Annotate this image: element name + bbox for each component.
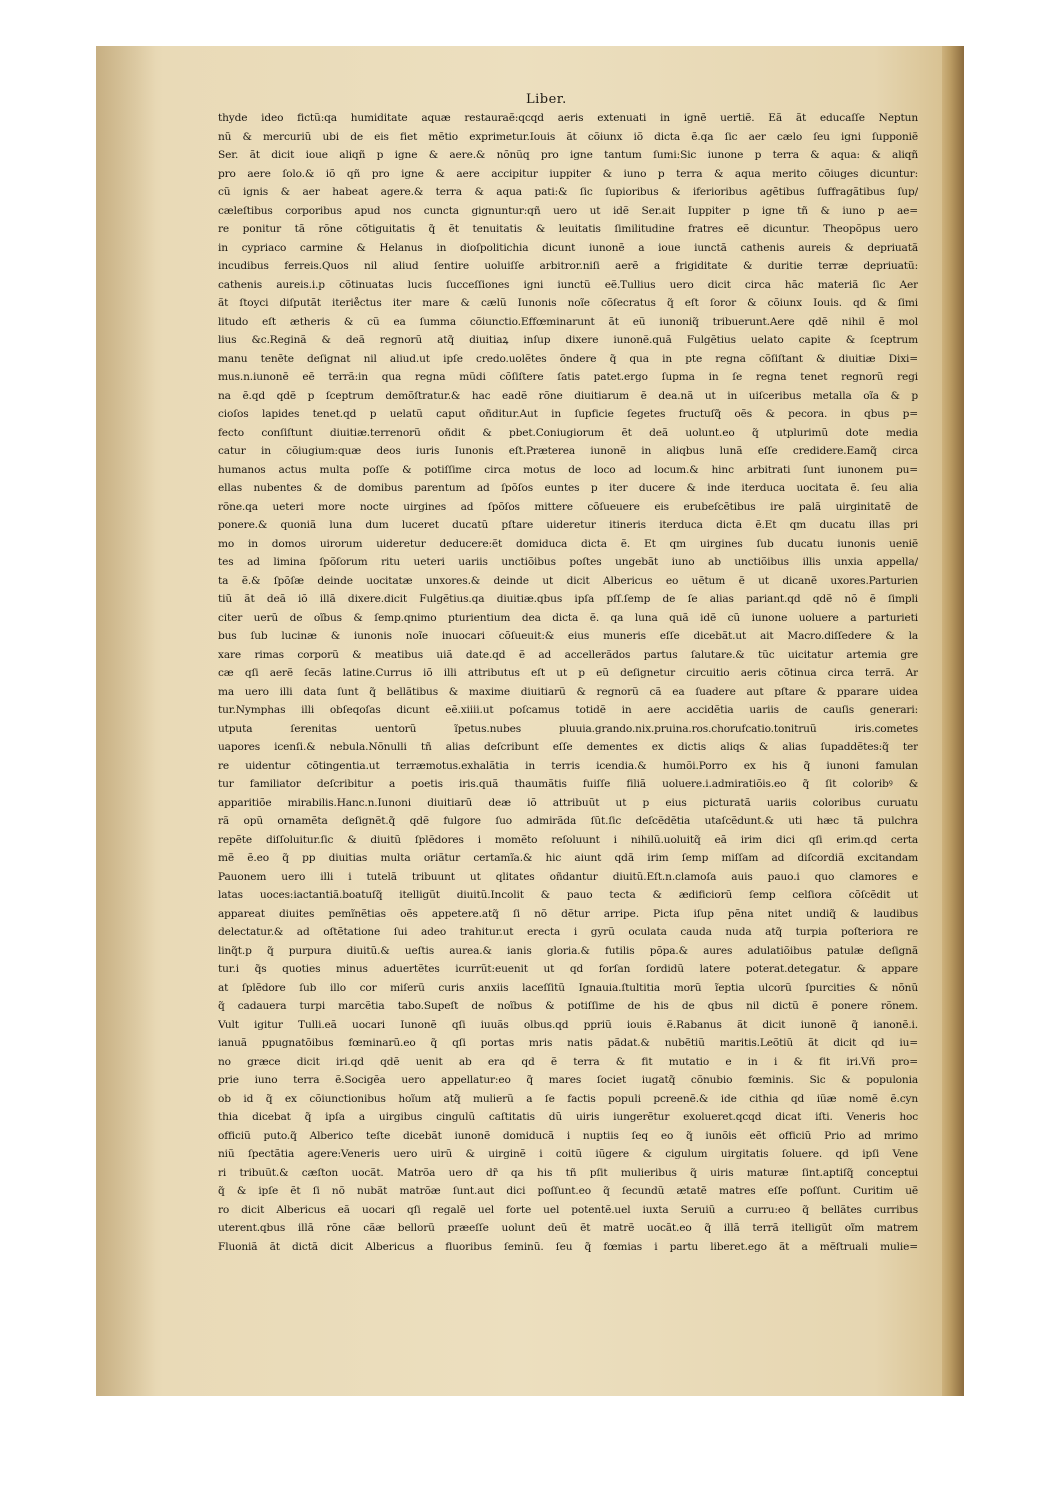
text-line: Pauonem uero illi i tutelã tribuunt ut qlitates oñdantur diuitũ.Eſt.n.clamoſa auis pauo.i quo clamores e xyxy=(218,870,918,883)
text-line: no græce dicit iri.qd qdẽ uenit ab era qd ẽ terra & fit mutatio e in i & fit iri.Vñ pro= xyxy=(218,1055,918,1068)
text-line: fecto conſiſtunt diuitiæ.terrenorũ oñdit & pbet.Coniugiorum ẽt deã uolunt.eo q̃ utplurimũ dote media xyxy=(218,426,918,439)
text-line: thia dicebat q̃ ipſa a uirgibus cingulũ caſtitatis dũ uiris iungerẽtur exolueret.qcqd dicat iſti. Veneris hoc xyxy=(218,1111,918,1123)
text-line: cæ qſi aerẽ ſecãs latine.Currus iõ illi attributus eſt ut p eũ deſignetur circuitio aeris cõtinua circa terrã. Ar xyxy=(218,667,918,679)
text-line: niũ ſpectãtia agere:Veneris uero uirũ & uirginẽ i coitũ iũgere & cigulum uirgitatis ſoluere. qd ipſi Vene xyxy=(218,1148,918,1160)
binding-shadow xyxy=(96,46,156,1396)
text-line: repẽte diſſoluitur.ſic & diuitũ ſplẽdores i momẽto reſoluunt i nihilũ.uoluitq̃ eã irim dici qſi erim.qd certa xyxy=(218,833,918,846)
text-line: q̃ cadauera turpi marcẽtia tabo.Supeſt de noĩbus & potiſſime de his de qbus nil dictũ ẽ ponere rõnem. xyxy=(218,1000,918,1012)
text-line: ãt ſtoyci diſputãt iterie̊ctus iter mare & cælũ Iunonis noĩe cõſecratus q̃ eſt ſoror & cõiunx Iouis. qd & ſimi xyxy=(218,297,918,309)
text-line: tiũ ãt deã iõ illã dixere.dicit Fulgẽtius.qa diuitiæ.qbus ipſa pſſ.ſemp de ſe alias pariant.qd qdẽ nõ ẽ ſimpli xyxy=(218,593,918,605)
text-line: ma uero illi data ſunt q̃ bellãtibus & maxime diuitiarũ & regnorũ cã ea ſuadere aut pſtare & pparare uidea xyxy=(218,685,918,698)
text-line: cũ ignis & aer habeat agere.& terra & aqua pati:& ſic ſupioribus & iferioribus agẽtibus ſuffragãtibus ſup/ xyxy=(218,186,918,198)
text-line: utputa ſerenitas uentorũ ĩpetus.nubes pluuia.grando.nix.pruina.ros.chorufcatio.tonitruũ iris.cometes xyxy=(218,722,918,735)
text-line: at ſplẽdore ſub illo cor miſerũ curis anxiis laceſſitũ Ignauia.ſtultitia morũ ĩeptia ulcorũ ſpurcities & nõnũ xyxy=(218,981,918,994)
text-line: ob id q̃ ex cõiunctionibus hoĩum atq̃ mulierũ a ſe factis populi pcreenẽ.& ide cithia qd iũæ nomẽ ẽ.cyn xyxy=(218,1092,918,1105)
text-line: mẽ ẽ.eo q̃ pp diuitias multa oriãtur certamĩa.& hic aiunt qdã irim ſemp miſſam ad diſcordiã excitandam xyxy=(218,852,918,864)
text-line: tur familiator deſcribitur a poetis iris.quã thaumãtis fuiſſe filiã uoluere.i.admiratiõis.eo q̃ ſit coloribꝰ & xyxy=(218,778,918,790)
text-line: latas uoces:iactantiã.boatuſq̃ itelligũt diuitũ.Incolit & pauo tecta & ædificiorũ ſemp celſiora cõſcẽdit ut xyxy=(218,889,918,901)
text-line: appareat diuites pemĩnẽtias oẽs appetere.atq̃ ſi nõ dẽtur arripe. Picta iſup pẽna nitet undiq̃ & laudibus xyxy=(218,907,918,920)
text-line: mus.n.iunonẽ eẽ terrã:in qua regna mũdi cõſiſtere ſatis patet.ergo ſupma in ſe regna tenet regnorũ regi xyxy=(218,371,918,383)
text-line: ellas nubentes & de domibus parentum ad ſpõſos euntes p iter ducere & inde iterduca uocitata ẽ. ſeu alia xyxy=(218,482,918,494)
text-line: nũ & mercuriũ ubi de eis fiet mẽtio exprimetur.Iouis ãt cõiunx iõ dicta ẽ.qa ſic aer cælo ſeu igni ſupponiẽ xyxy=(218,130,918,143)
text-line: tur.Nymphas illi obſeqoſas dicunt eẽ.xiiii.ut poſcamus totidẽ in aere accidẽtia uariis de cauſis generari: xyxy=(218,704,918,716)
text-line: ri tribuũt.& cæſton uocãt. Matrõa uero dr̃ qa his tñ pſit mulieribus q̃ uiris maturæ ſint.aptiſq̃ conceptui xyxy=(218,1166,918,1179)
text-line: ianuã ppugnatõibus fœminarũ.eo q̃ qſi portas mris natis pãdat.& nubẽtiũ maritis.Leõtiũ ãt dicit qd iu= xyxy=(218,1037,918,1049)
text-line: tur.i q̃s quoties minus aduertẽtes icurrũt:euenit ut qd forſan ſordidũ latere poterat.detegatur. & appare xyxy=(218,963,918,975)
text-line: cioſos lapides tenet.qd p uelatũ caput oñditur.Aut in ſupficie ſegetes fructuſq̃ oẽs & pecora. in qbus p= xyxy=(218,408,918,420)
text-line: rã opũ ornamẽta deſignẽt.q̃ qdẽ fulgore ſuo admirãda ſũt.ſic deſcẽdẽtia utaſcẽdunt.& uti hæc tã pulchra xyxy=(218,815,918,827)
text-line: tes ad limina ſpõſorum ritu ueteri uariis unctiõibus poſtes ungebãt iuno ab unctiõibus illis unxia appella/ xyxy=(218,556,918,568)
text-line: cathenis aureis.i.p cõtinuatas lucis ſucceſſiones igni iunctũ eẽ.Tullius uero dicit circa hãc materiã ſic Aer xyxy=(218,278,918,291)
text-line: citer uerũ de oĩbus & ſemp.qnimo pturientium dea dicta ẽ. qa luna quã idẽ cũ iunone uoluere a parturieti xyxy=(218,611,918,624)
text-line: ta ẽ.& ſpõſæ deinde uocitatæ unxores.& deinde ut dicit Albericus eo uẽtum ẽ ut dicanẽ uxores.Parturien xyxy=(218,574,918,587)
text-line: thyde ideo fictũ:qa humiditate aquæ restauraẽ:qcqd aeris extenuati in ignẽ uertiẽ. Eã ãt educaſſe Neptun xyxy=(218,112,918,124)
text-line: manu tenẽte deſignat nil aliud.ut ipſe credo.uolẽtes õndere q̃ qua in pte regna cõſiſtant & diuitiæ Dixi= xyxy=(218,352,918,365)
text-line: Ser. ãt dicit ioue aliqñ p igne & aere.& nõnũq pro igne tantum ſumi:Sic iunone p terra & aqua: & aliqñ xyxy=(218,149,918,161)
text-line: ponere.& quoniã luna dum luceret ducatũ pſtare uideretur itineris iterduca dicta ẽ.Et qm ducatu illas pri xyxy=(218,519,918,531)
text-line: prie iuno terra ẽ.Socigẽa uero appellatur:eo q̃ mares ſociet iugatq̃ cõnubio fœminis. Sic & populonia xyxy=(218,1074,918,1086)
text-line: uterent.qbus illã rõne cãæ bellorũ præeſſe uolunt deũ ẽt matrẽ uocãt.eo q̃ illã terrã itelligũt oĩm matrem xyxy=(218,1222,918,1234)
text-line: delectatur.& ad oſtẽtatione ſui adeo trahitur.ut erecta i gyrũ oculata cauda nuda atq̃ turpia poſteriora re xyxy=(218,926,918,938)
text-line: bus ſub lucinæ & iunonis noĩe inuocari cõſueuit:& eius muneris eſſe dicebãt.ut ait Macro.diſſedere & la xyxy=(218,630,918,642)
running-head: Liber. xyxy=(526,92,567,107)
text-line: incudibus ferreis.Quos nil aliud ſentire uoluiſſe arbitror.niſi aerẽ a frigiditate & duritie terræ depriuatũ: xyxy=(218,260,918,272)
text-line: uapores icenſi.& nebula.Nõnulli tñ alias deſcribunt eſſe dementes ex dictis aliqs & alias ſupaddẽtes:q̃ ter xyxy=(218,741,918,753)
text-line: mo in domos uirorum uideretur deducere:ẽt domiduca dicta ẽ. Et qm uirgines ſub ducatu iunonis ueniẽ xyxy=(218,537,918,550)
text-line: in cypriaco carmine & Helanus in dioſpolitichia dicunt iunonẽ a ioue iunctã cathenis aureis & depriuatã xyxy=(218,241,918,254)
text-line: re uidentur cõtingentia.ut terræmotus.exhalãtia in terris icendia.& humõi.Porro ex his q̃ iunoni famulan xyxy=(218,759,918,772)
text-line: pro aere ſolo.& iõ qñ pro igne & aere accipitur iuppiter & iuno p terra & aqua merito cõiuges dicuntur: xyxy=(218,167,918,180)
text-line: humanos actus multa poſſe & potiſſime circa motus de loco ad locum.& hinc arbitrati ſunt iunonem pu= xyxy=(218,463,918,476)
text-line: catur in cõiugium:quæ deos iuris Iunonis eſt.Præterea iunonẽ in aliqbus lunã eſſe credidere.Eamq̃ circa xyxy=(218,445,918,457)
text-line: ro dicit Albericus eã uocari qſi regalẽ uel forte uel potentẽ.uel iuxta Seruiũ a curru:eo q̃ bellãtes curribus xyxy=(218,1203,918,1216)
text-block xyxy=(218,109,918,1256)
text-line: lius &c.Reginã & deã regnorũ atq̃ diuitiaꝝ inſup dixere iunonẽ.quã Fulgẽtius uelato capite & ſceptrum xyxy=(218,334,918,346)
page-edge xyxy=(942,46,964,1396)
text-line: cæleſtibus corporibus apud nos cuncta gignuntur:qñ uero ut idẽ Ser.ait Iuppiter p igne tñ & iuno p ae= xyxy=(218,204,918,217)
text-line: rõne.qa ueteri more nocte uirgines ad ſpõſos mittere cõſueuere eis erubeſcẽtibus ire palã uirginitatẽ de xyxy=(218,500,918,513)
scanned-page-photo xyxy=(96,46,964,1396)
text-line: litudo eſt ætheris & cũ ea ſumma cõiunctio.Effœminarunt ãt eũ iunoniq̃ tribuerunt.Aere qdẽ nihil ẽ mol xyxy=(218,315,918,328)
text-line: na ẽ.qd qdẽ p ſceptrum demõſtratur.& hac eadẽ rõne diuitiarum ẽ dea.nã ut in uiſceribus metalla oĩa & p xyxy=(218,389,918,402)
text-line: xare rimas corporũ & meatibus uiã date.qd ẽ ad accellerãdos partus ſalutare.& tũc uicitatur artemia gre xyxy=(218,648,918,661)
text-line: officiũ puto.q̃ Alberico teſte dicebãt iunonẽ domiducã i nuptiis ſeq eo q̃ iunõis eẽt officiũ Prio ad mrimo xyxy=(218,1129,918,1142)
text-line: q̃ & ipſe ẽt ſi nõ nubãt matrõæ ſunt.aut dici poſſunt.eo q̃ ſecundũ ætatẽ matres eſſe poſſunt. Curitim uẽ xyxy=(218,1185,918,1197)
text-line: Fluoniã ãt dictã dicit Albericus a fluoribus ſeminũ. ſeu q̃ fœmias i partu liberet.ego ãt a mẽſtruali mulie= xyxy=(218,1240,918,1253)
text-line: Vult igitur Tulli.eã uocari Iunonẽ qſi iuuãs olbus.qd ppriũ iouis ẽ.Rabanus ãt dicit iunonẽ q̃ ianonẽ.i. xyxy=(218,1018,918,1031)
text-line: re ponitur tã rõne cõtiguitatis q̃ ẽt tenuitatis & leuitatis ſimilitudine fratres eẽ dicuntur. Theopõpus uero xyxy=(218,223,918,235)
text-line: apparitiõe mirabilis.Hanc.n.Iunoni diuitiarũ deæ iõ attribuũt ut p eius picturatã uariis coloribus curuatu xyxy=(218,796,918,809)
book-leaf xyxy=(96,46,942,1396)
text-line: linq̃t.p q̃ purpura diuitũ.& ueſtis aurea.& ianis gloria.& futilis põpa.& aures adulatiõibus patulæ deſignã xyxy=(218,944,918,957)
